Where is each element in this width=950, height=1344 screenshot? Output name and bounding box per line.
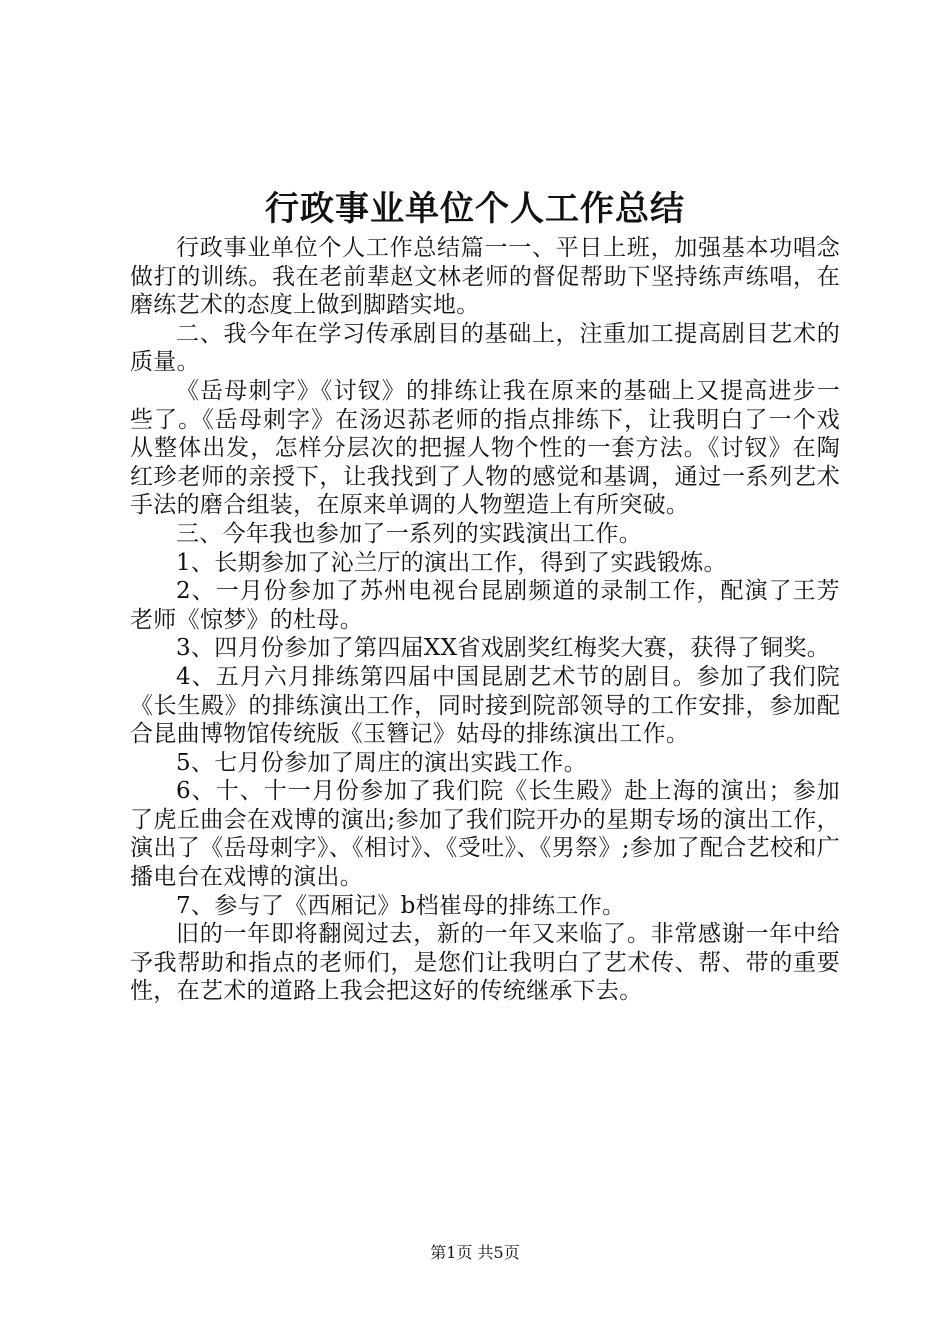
page-number-footer: 第1页 共5页	[430, 1243, 520, 1262]
paragraph: 1、长期参加了沁兰厅的演出工作，得到了实践锻炼。	[176, 549, 727, 576]
paragraph: 二、我今年在学习传承剧目的基础上，注重加工提高剧目艺术的质量。	[130, 320, 840, 376]
paragraph: 旧的一年即将翻阅过去，新的一年又来临了。非常感谢一年中给予我帮助和指点的老师们，是您们让我明白了艺术传、帮、带的重要性，在艺术的道路上我会把这好的传统继承下去。	[130, 921, 840, 1005]
paragraph: 三、今年我也参加了一系列的实践演出工作。	[176, 520, 642, 547]
paragraph: 4、五月六月排练第四届中国昆剧艺术节的剧目。参加了我们院《长生殿》的排练演出工作，同时接到院部领导的工作安排，参加配合昆曲博物馆传统版《玉簪记》姑母的排练演出工作。	[130, 663, 840, 748]
paragraph: 5、七月份参加了周庄的演出实践工作。	[176, 749, 588, 776]
paragraph: 《岳母刺字》《讨钗》的排练让我在原来的基础上又提高进步一些了。《岳母刺字》在汤迟荪老师的指点排练下，让我明白了一个戏从整体出发，怎样分层次的把握人物个性的一套方法。《讨钗》在陶红珍老师的亲授下，让我找到了人物的感觉和基调，通过一系列艺术手法的磨合组装，在原来单调的人物塑造上有所突破。	[130, 377, 840, 519]
paragraph: 2、一月份参加了苏州电视台昆剧频道的录制工作，配演了王芳老师《惊梦》的杜母。	[130, 578, 840, 633]
document-body	[130, 234, 840, 1006]
paragraph: 7、参与了《西厢记》b档崔母的排练工作。	[176, 892, 626, 919]
paragraph: 3、四月份参加了第四届XX省戏剧奖红梅奖大赛，获得了铜奖。	[176, 635, 831, 662]
paragraph: 6、十、十一月份参加了我们院《长生殿》赴上海的演出；参加了虎丘曲会在戏博的演出;参加了我们院开办的星期专场的演出工作，演出了《岳母刺字》、《相讨》、《受吐》、《男祭》;参加了配合艺校和广播电台在戏博的演出。	[130, 778, 840, 891]
document-title: 行政事业单位个人工作总结	[265, 189, 685, 229]
paragraph: 行政事业单位个人工作总结篇一一、平日上班，加强基本功唱念做打的训练。我在老前辈赵文林老师的督促帮助下坚持练声练唱，在磨练艺术的态度上做到脚踏实地。	[130, 235, 840, 319]
